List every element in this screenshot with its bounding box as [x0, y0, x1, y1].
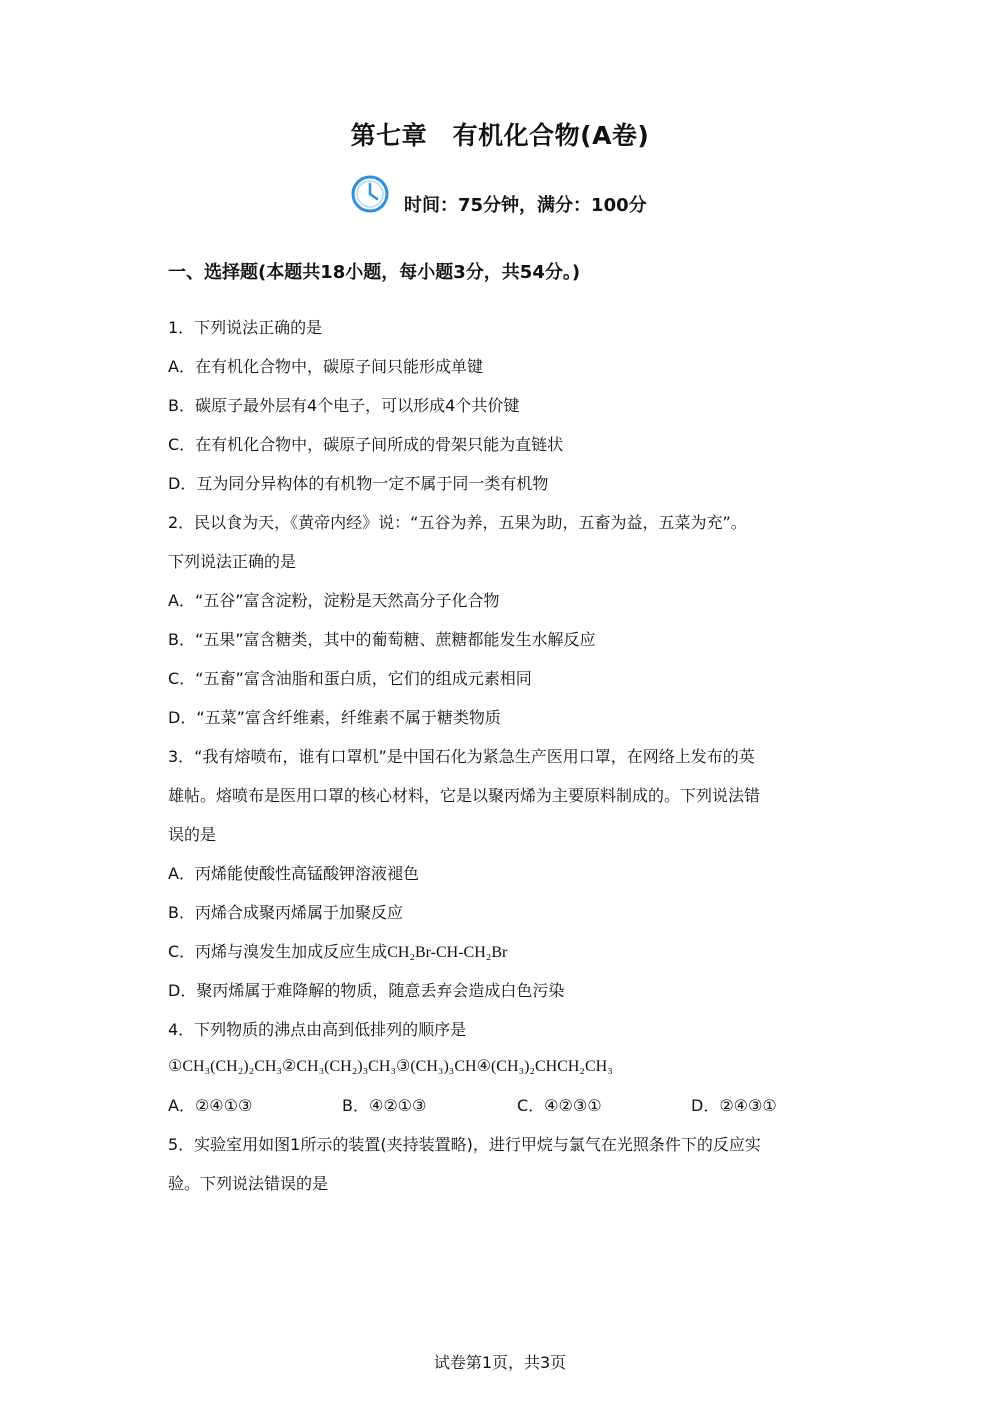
question-3-option-b: B．丙烯合成聚丙烯属于加聚反应: [168, 903, 403, 922]
question-4-option-b: B．④②①③: [342, 1096, 427, 1115]
question-4-option-c: C．④②③①: [517, 1096, 602, 1115]
question-3-option-a: A．丙烯能使酸性高锰酸钾溶液褪色: [168, 864, 419, 883]
question-3-option-c: [168, 939, 507, 962]
question-2-option-d: D．“五菜”富含纤维素，纤维素不属于糖类物质: [168, 708, 501, 727]
question-5-stem-line-2: 验。下列说法错误的是: [168, 1174, 329, 1193]
question-1-option-a: A．在有机化合物中，碳原子间只能形成单键: [168, 357, 483, 376]
question-3-stem-line-1: 3．“我有熔喷布，谁有口罩机”是中国石化为紧急生产医用口罩，在网络上发布的英: [168, 747, 755, 766]
question-1-option-d: D．互为同分异构体的有机物一定不属于同一类有机物: [168, 474, 549, 493]
time-info: 时间：75分钟，满分：100分: [404, 195, 647, 216]
question-3-option-d: D．聚丙烯属于难降解的物质，随意丢弃会造成白色污染: [168, 981, 565, 1000]
question-1-stem: 1．下列说法正确的是: [168, 318, 323, 337]
question-1-option-b: B．碳原子最外层有4个电子，可以形成4个共价键: [168, 396, 520, 415]
question-4-option-d: D．②④③①: [691, 1096, 777, 1115]
question-2-option-c: C．“五畜”富含油脂和蛋白质，它们的组成元素相同: [168, 669, 532, 688]
question-2-option-b: B．“五果”富含糖类，其中的葡萄糖、蔗糖都能发生水解反应: [168, 630, 596, 649]
question-2-option-a: A．“五谷”富含淀粉，淀粉是天然高分子化合物: [168, 591, 500, 610]
question-4-stem: 4．下列物质的沸点由高到低排列的顺序是: [168, 1020, 467, 1039]
question-2-stem-line-1: 2．民以食为天，《黄帝内经》说：“五谷为养，五果为助，五畜为益，五菜为充”。: [168, 513, 747, 532]
clock-icon: [350, 174, 390, 214]
question-3-stem-line-2: 雄帖。熔喷布是医用口罩的核心材料，它是以聚丙烯为主要原料制成的。下列说法错: [168, 786, 761, 805]
question-4-compounds: ①CH₃(CH₂)₂CH₃②CH₃(CH₂)₃CH₃③(CH₃)₃CH④(CH₃)₂CHCH₂CH₃: [168, 1058, 613, 1075]
question-2-stem-line-2: 下列说法正确的是: [168, 552, 297, 571]
question-5-stem-line-1: 5．实验室用如图1所示的装置(夹持装置略)，进行甲烷与氯气在光照条件下的反应实: [168, 1135, 761, 1154]
question-3-stem-line-3: 误的是: [168, 825, 217, 844]
page-footer: 试卷第1页，共3页: [433, 1353, 567, 1372]
question-3-option-c-text: C．丙烯与溴发生加成反应生成: [168, 942, 388, 961]
question-3-option-c-formula: CH₂Br-CH-CH₂Br: [387, 944, 508, 961]
question-4-option-a: A．②④①③: [168, 1096, 253, 1115]
question-1-option-c: C．在有机化合物中，碳原子间所成的骨架只能为直链状: [168, 435, 564, 454]
page-title: 第七章 有机化合物(A卷): [350, 121, 650, 150]
section-header: 一、选择题(本题共18小题，每小题3分，共54分。): [168, 262, 581, 283]
